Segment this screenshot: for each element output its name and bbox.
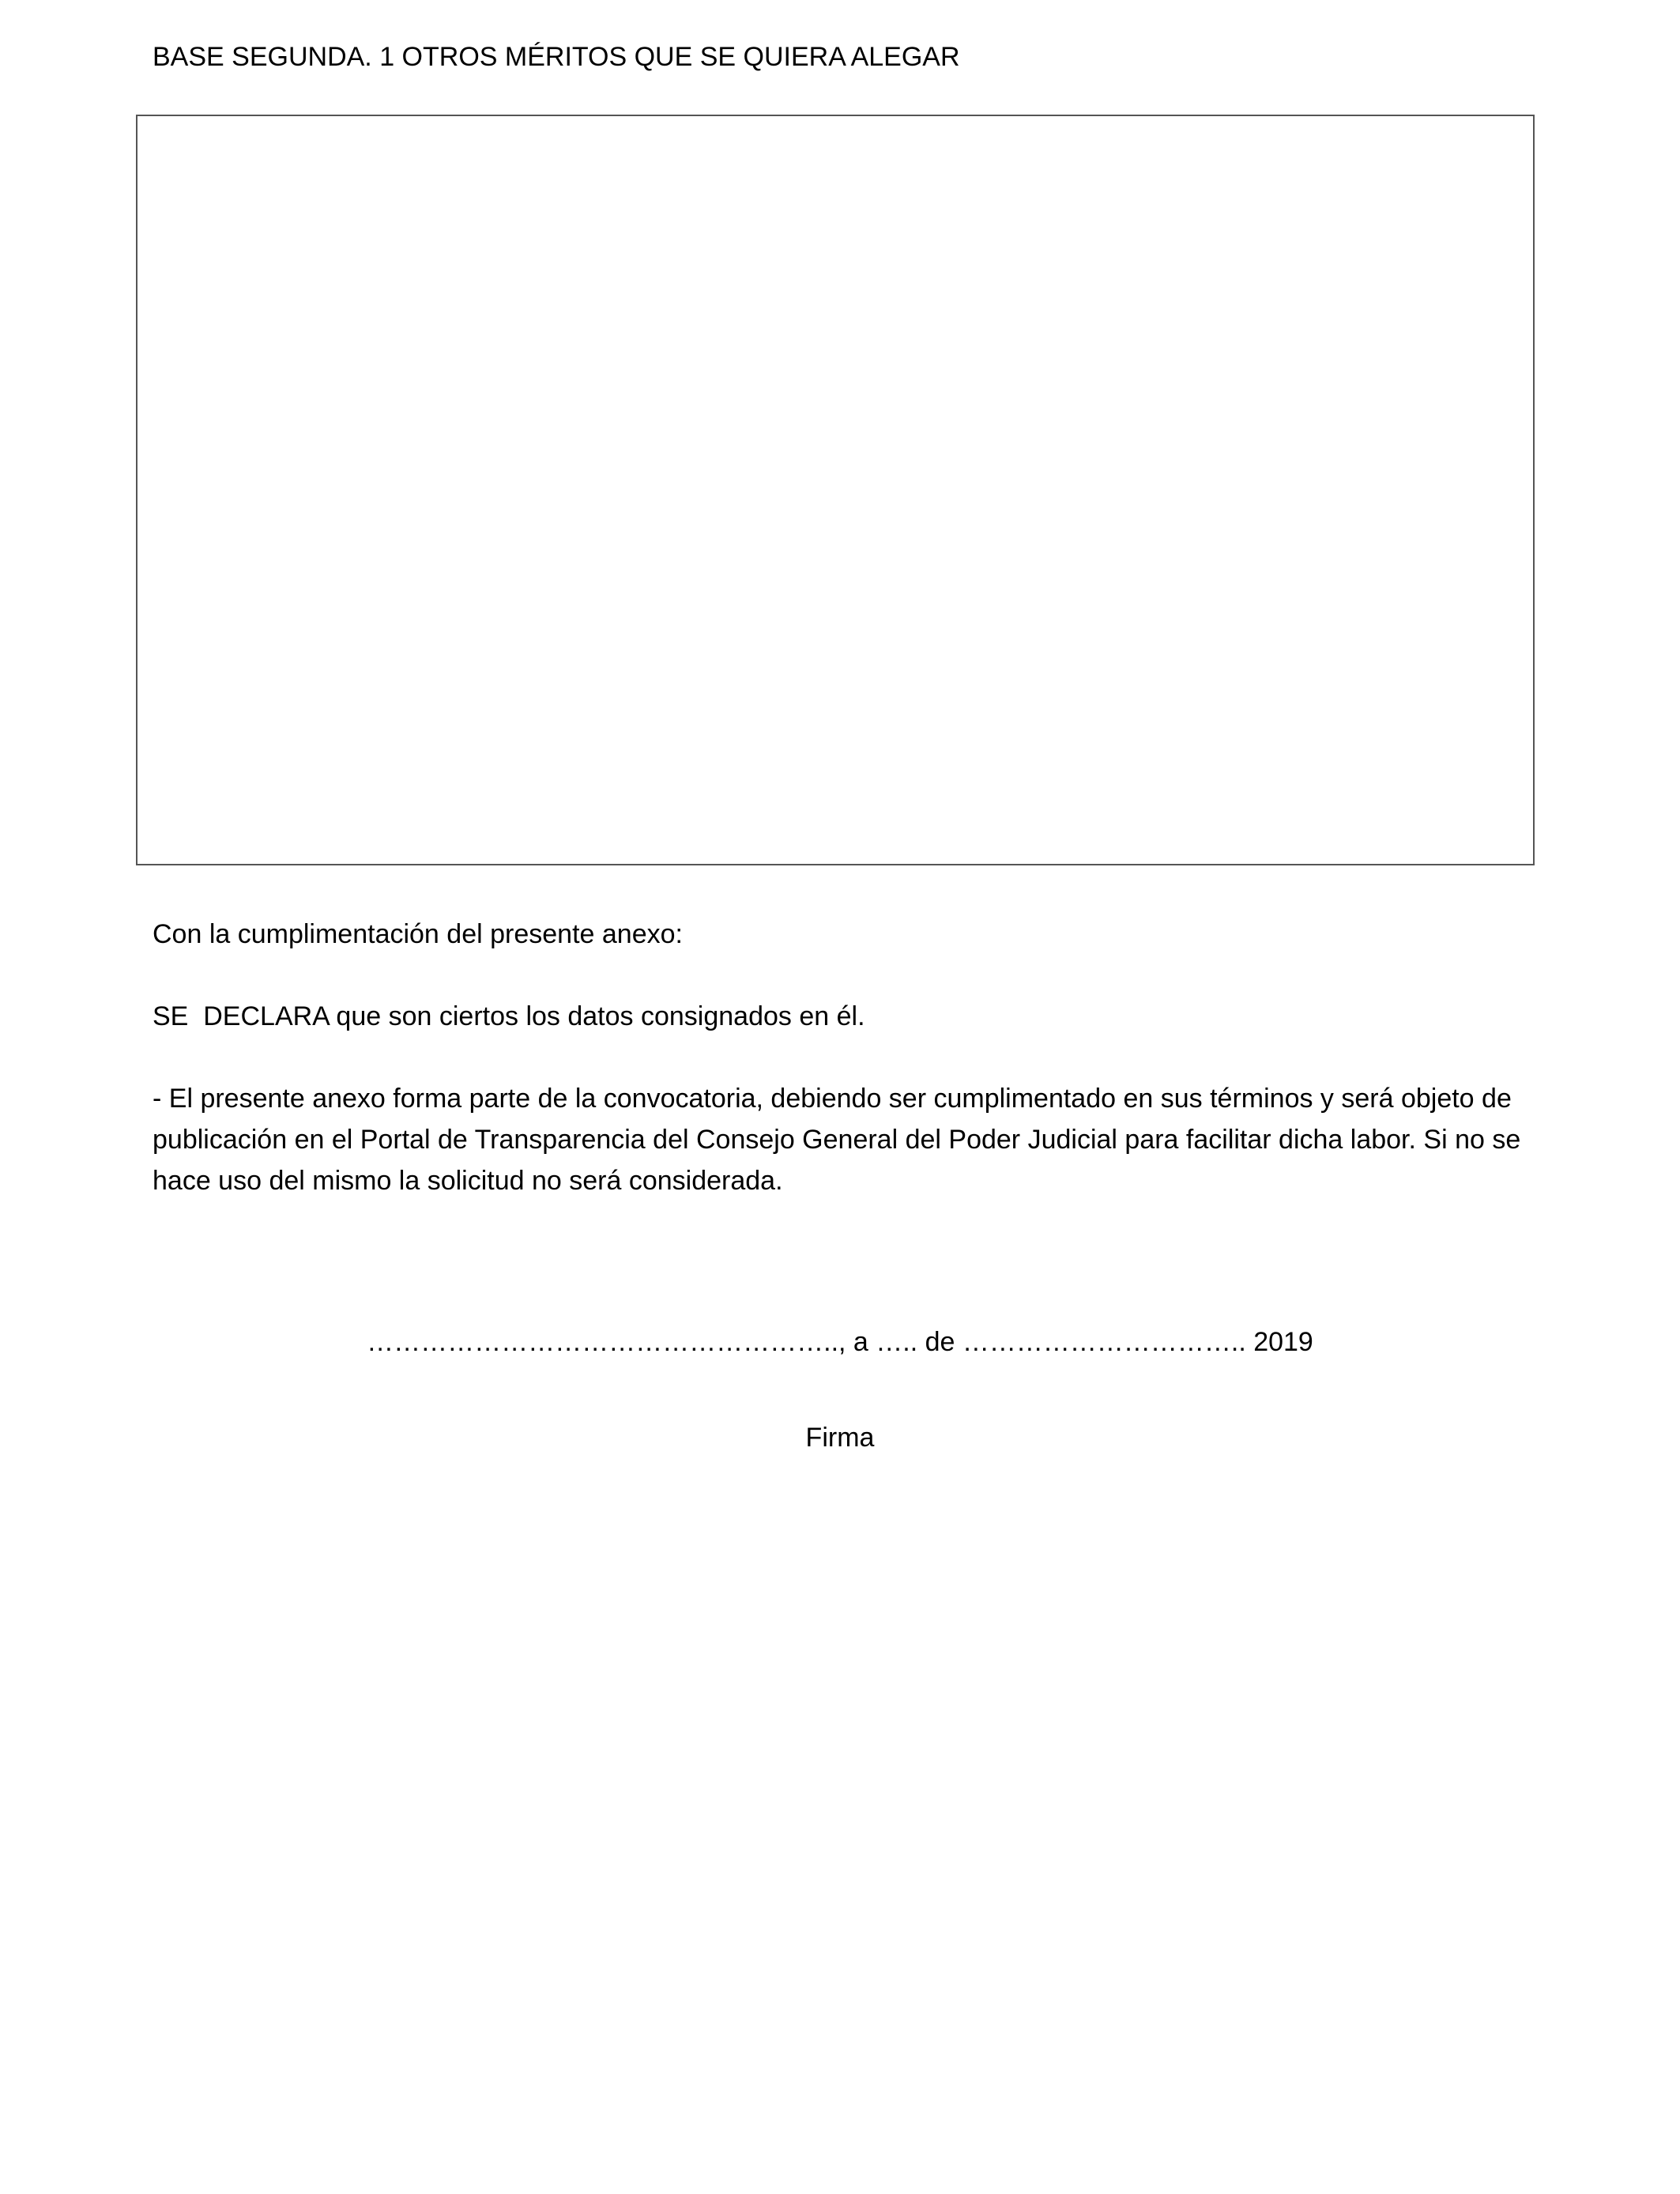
declaration-text: SE DECLARA que son ciertos los datos consignados en él. — [153, 1001, 865, 1031]
intro-text: Con la cumplimentación del presente anexo: — [153, 919, 683, 949]
note-paragraph: - El presente anexo forma parte de la convocatoria, debiendo ser cumplimentado en sus términos y será objeto de publicación en el Portal de Transparencia del Consejo General del Poder Judicial para facilitar dicha labor. Si no se hace uso del mismo la solicitud no será considerada. — [153, 1084, 1521, 1196]
place-date-line: …………………………………………….., a ….. de ………………………….. 2019 — [367, 1327, 1313, 1357]
merits-entry-box[interactable] — [136, 115, 1535, 865]
section-title: BASE SEGUNDA. 1 OTROS MÉRITOS QUE SE QUIERA ALEGAR — [153, 42, 960, 72]
signature-label: Firma — [805, 1423, 875, 1453]
